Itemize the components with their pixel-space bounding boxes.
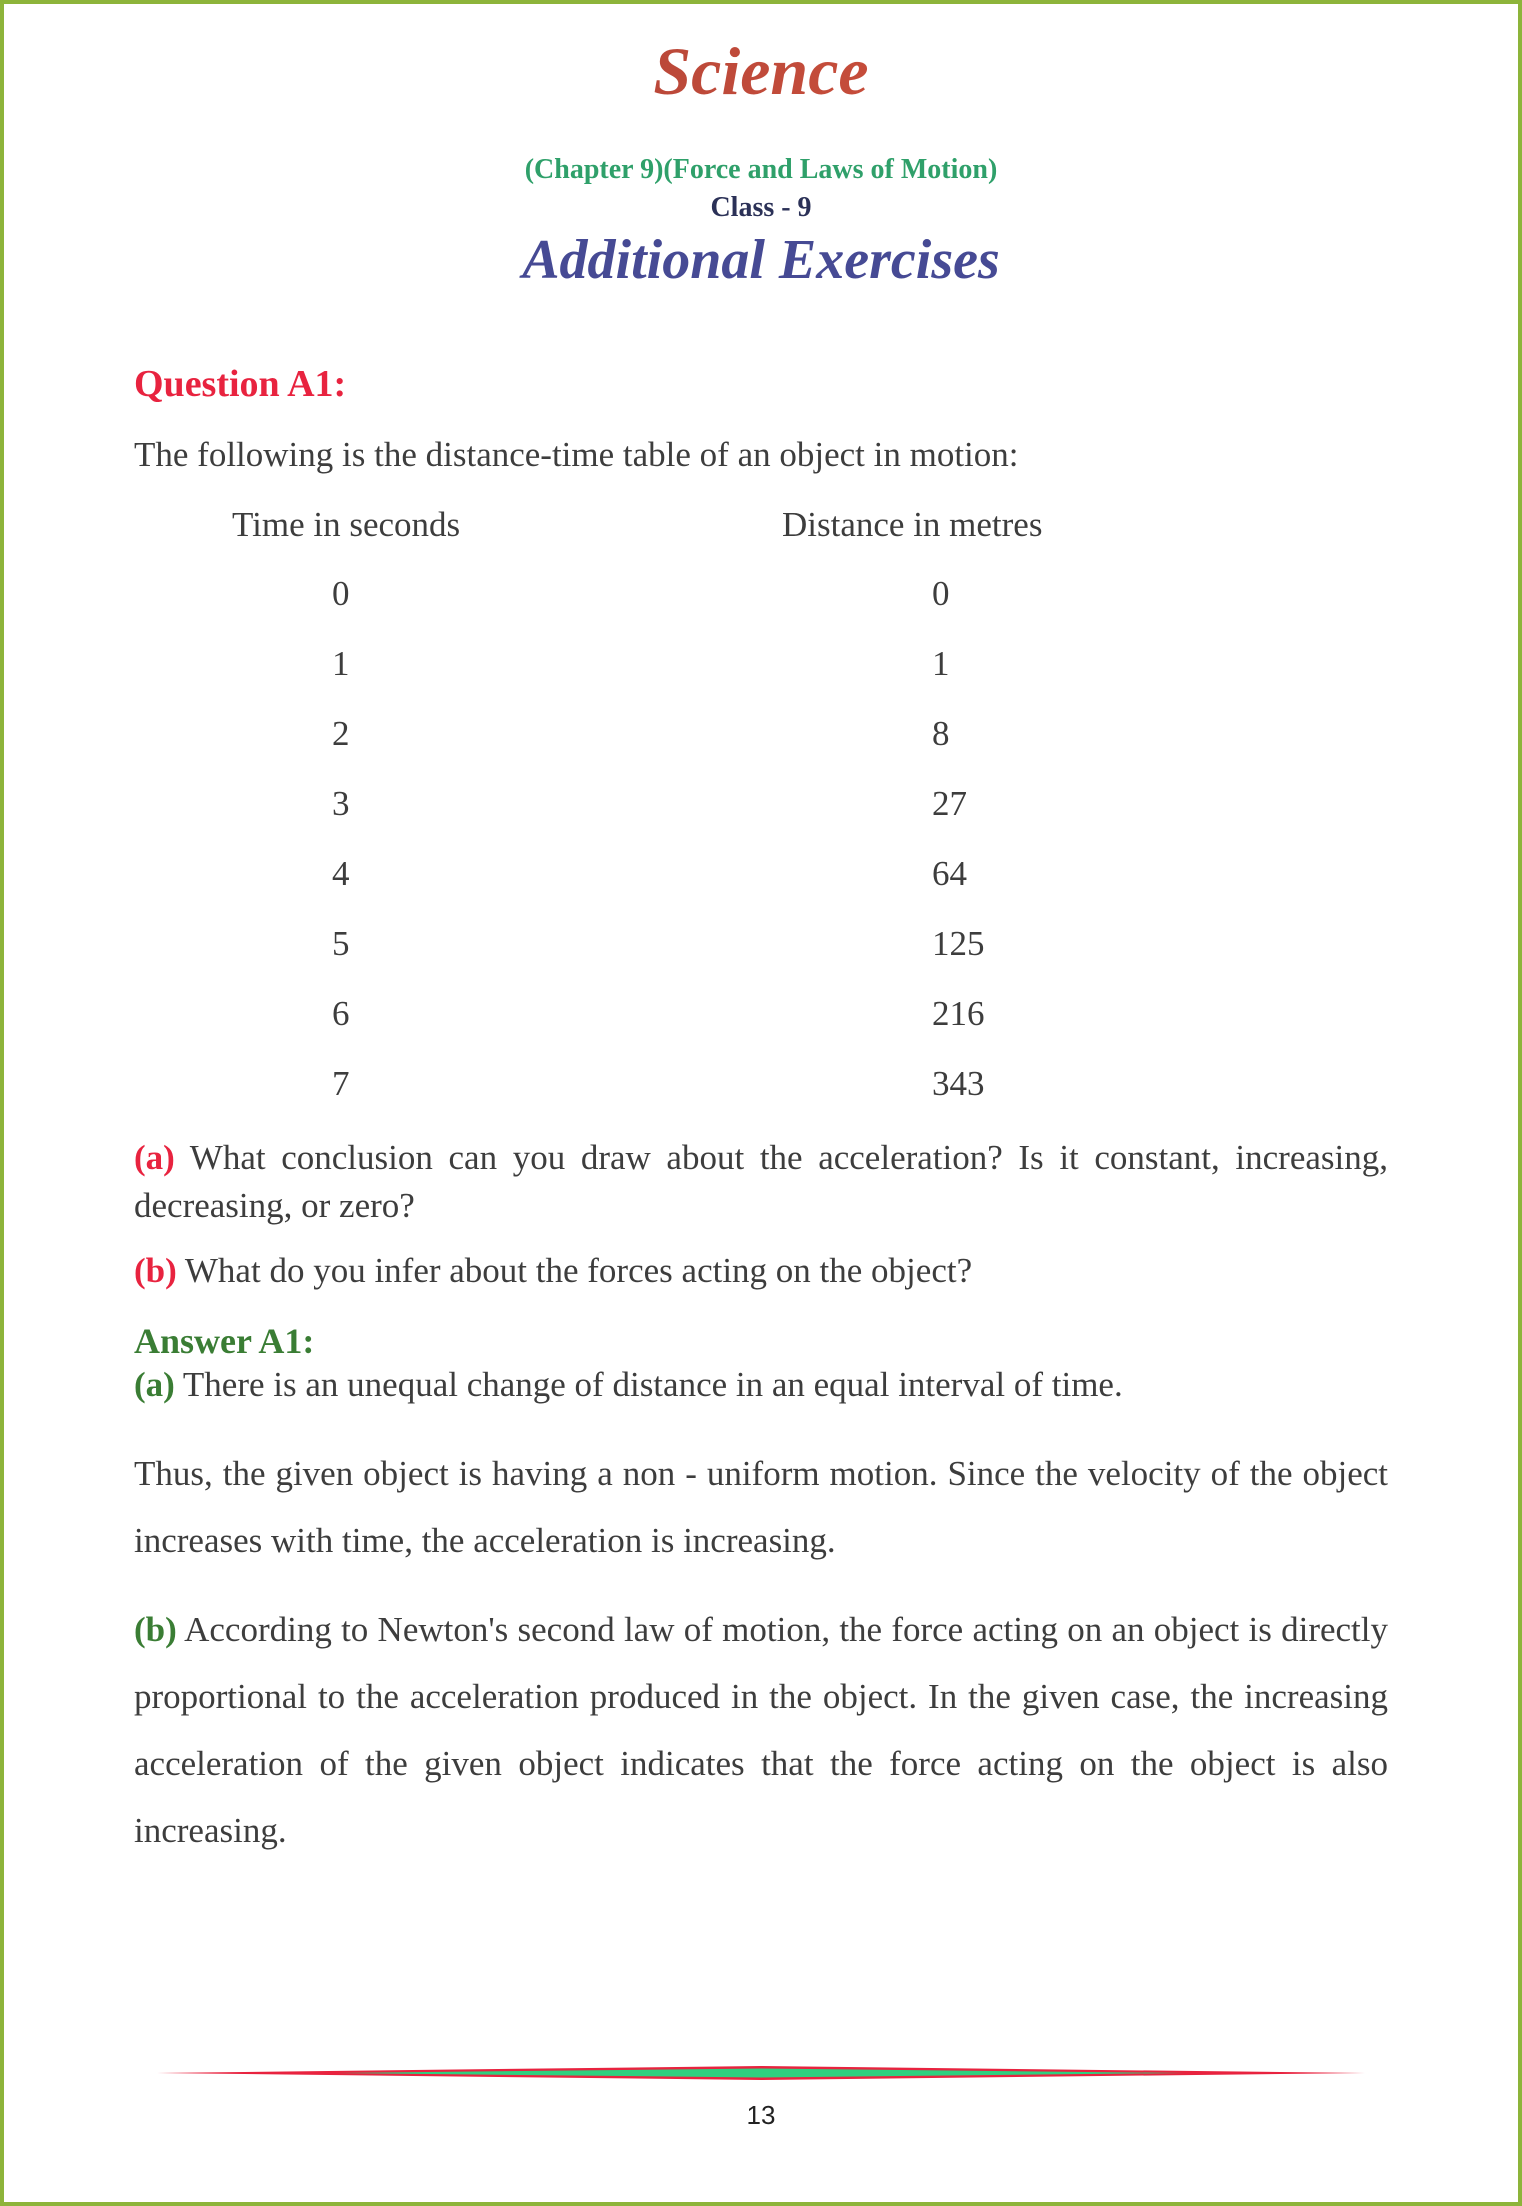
table-header-time: Time in seconds <box>232 505 461 544</box>
page-number: 13 <box>746 2100 776 2130</box>
table-cell-distance: 64 <box>932 854 967 893</box>
chapter-heading: (Chapter 9)(Force and Laws of Motion) <box>524 154 998 185</box>
answer-paragraph: Thus, the given object is having a non - uniform motion. Since the velocity of the object increases with time, the acceleration is increasing. <box>134 1454 1388 1560</box>
question-intro: The following is the distance-time table of an object in motion: <box>134 435 1019 474</box>
question-part-b <box>134 1250 972 1292</box>
table-cell-time: 3 <box>332 784 350 823</box>
table-cell-distance: 216 <box>932 994 985 1033</box>
table-cell-distance: 343 <box>932 1064 985 1103</box>
answer-b-text: According to Newton's second law of motion, the force acting on an object is directly proportional to the acceleration produced in the object. In the given case, the increasing acceleration of the given object indicates that the force acting on the object is also increasing. <box>134 1610 1388 1850</box>
part-b-label: (b) <box>134 1251 177 1290</box>
table-cell-distance: 1 <box>932 644 950 683</box>
answer-part-b <box>134 1596 1388 1864</box>
table-cell-distance: 27 <box>932 784 967 823</box>
question-part-a <box>134 1134 1388 1230</box>
table-cell-distance: 0 <box>932 574 950 613</box>
footer-divider <box>157 2066 1365 2080</box>
answer-heading: Answer A1: <box>134 1321 315 1361</box>
section-subtitle: Additional Exercises <box>522 229 1000 291</box>
table-header-distance: Distance in metres <box>782 505 1043 544</box>
table-cell-distance: 8 <box>932 714 950 753</box>
table-cell-time: 7 <box>332 1064 350 1103</box>
answer-b-label: (b) <box>134 1610 177 1649</box>
table-cell-time: 6 <box>332 994 350 1033</box>
part-a-label: (a) <box>134 1138 175 1177</box>
answer-a-text: There is an unequal change of distance in an equal interval of time. <box>174 1365 1123 1404</box>
table-cell-time: 2 <box>332 714 350 753</box>
table-cell-time: 0 <box>332 574 350 613</box>
part-a-text: What conclusion can you draw about the acceleration? Is it constant, increasing, decreasing, or zero? <box>134 1138 1388 1225</box>
document-title: Science <box>0 32 1522 111</box>
answer-a-label: (a) <box>134 1365 175 1404</box>
table-cell-time: 1 <box>332 644 350 683</box>
answer-part-a <box>134 1364 1123 1406</box>
table-cell-time: 5 <box>332 924 350 963</box>
question-heading: Question A1: <box>134 363 347 405</box>
part-b-text: What do you infer about the forces acting on the object? <box>176 1251 973 1290</box>
table-cell-distance: 125 <box>932 924 985 963</box>
table-cell-time: 4 <box>332 854 350 893</box>
class-label: Class - 9 <box>710 192 812 223</box>
